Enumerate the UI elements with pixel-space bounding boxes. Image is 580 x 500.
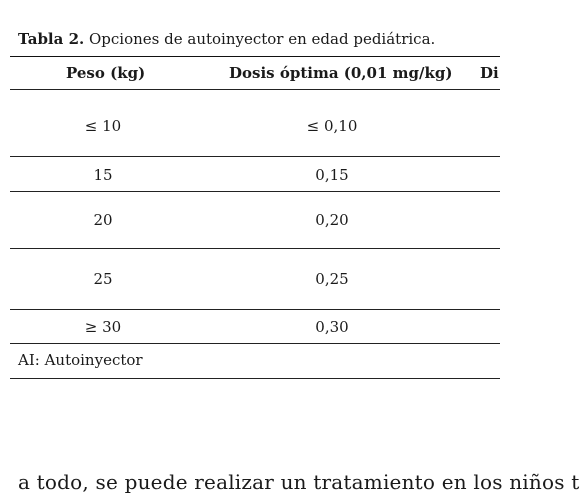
table-cell-dosis-row1: ≤ 0,10 — [306, 117, 358, 135]
header-rule — [10, 89, 500, 90]
table-cell-dosis-row5: 0,30 — [315, 318, 349, 336]
row-rule-5 — [10, 343, 500, 344]
table-caption-text: Opciones de autoinyector en edad pediátrica. — [84, 30, 436, 48]
table-cell-peso-row3: 20 — [93, 211, 113, 229]
table-bottom-rule — [10, 378, 500, 379]
table-cell-dosis-row4: 0,25 — [315, 270, 349, 288]
header-cut-column: Di — [480, 64, 499, 82]
table-cell-peso-row1: ≤ 10 — [84, 117, 122, 135]
table-cell-dosis-row2: 0,15 — [315, 166, 349, 184]
table-cell-peso-row5: ≥ 30 — [84, 318, 122, 336]
header-dosis: Dosis óptima (0,01 mg/kg) — [229, 64, 453, 82]
table-cell-dosis-row3: 0,20 — [315, 211, 349, 229]
body-paragraph: a todo, se puede realizar un tratamiento en los niños t — [18, 470, 580, 494]
row-rule-4 — [10, 309, 500, 310]
table-caption-label: Tabla 2. — [18, 30, 85, 48]
row-rule-1 — [10, 156, 500, 157]
header-peso: Peso (kg) — [66, 64, 146, 82]
table-top-rule — [10, 56, 500, 57]
table-cell-peso-row2: 15 — [93, 166, 113, 184]
table-footnote: AI: Autoinyector — [18, 351, 143, 369]
table-caption — [18, 30, 435, 48]
table-cell-peso-row4: 25 — [93, 270, 113, 288]
row-rule-2 — [10, 191, 500, 192]
row-rule-3 — [10, 248, 500, 249]
